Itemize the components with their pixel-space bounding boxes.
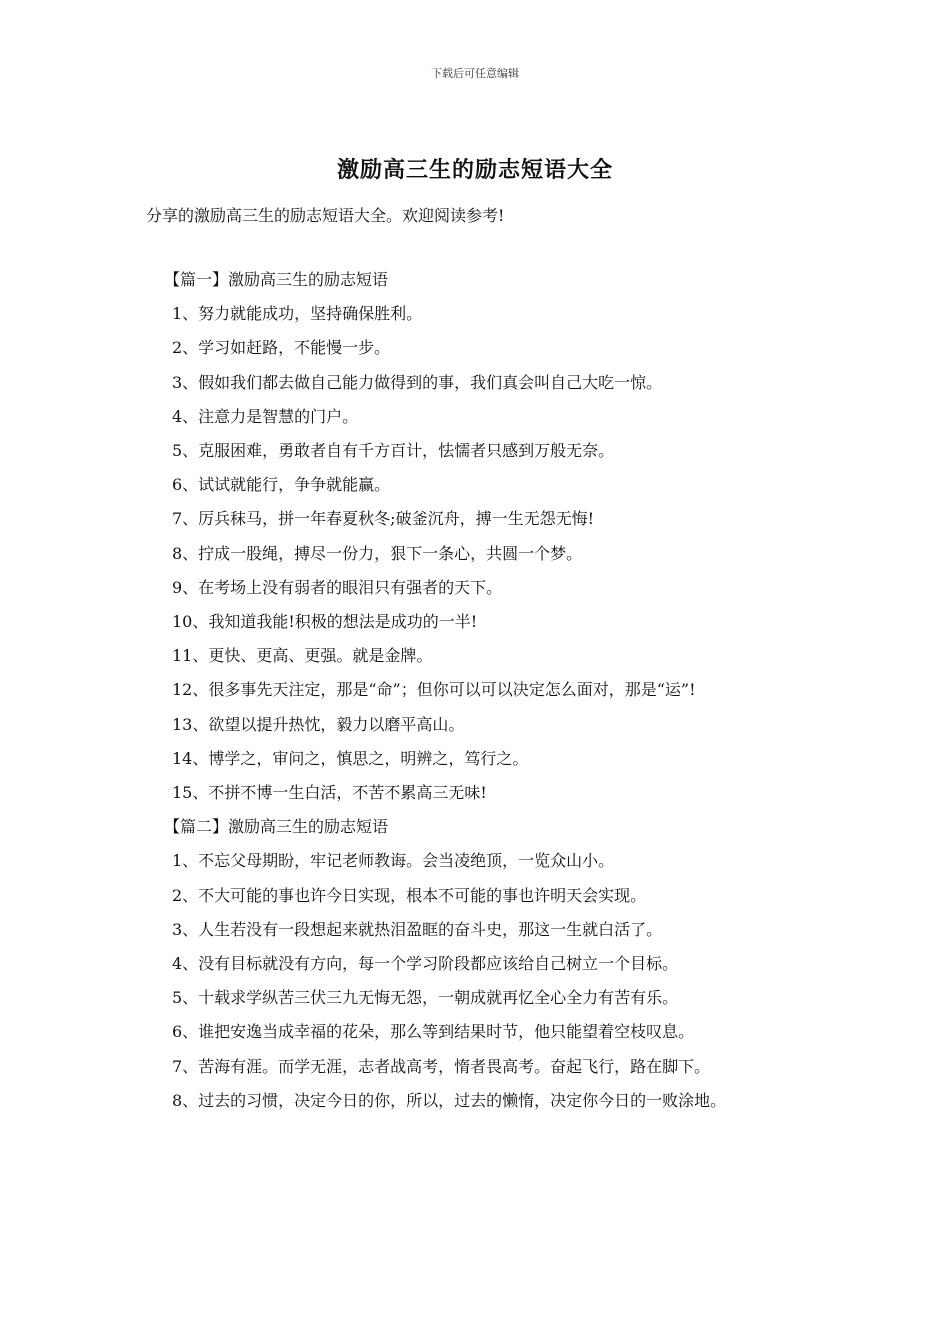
list-item: 6、谁把安逸当成幸福的花朵，那么等到结果时节，他只能望着空枝叹息。 [172,1022,695,1042]
list-item: 3、人生若没有一段想起来就热泪盈眶的奋斗史，那这一生就白活了。 [172,919,663,939]
list-item: 2、不大可能的事也许今日实现，根本不可能的事也许明天会实现。 [172,885,647,905]
list-item: 5、十载求学纵苦三伏三九无悔无怨，一朝成就再忆全心全力有苦有乐。 [172,988,679,1008]
list-item: 13、欲望以提升热忱，毅力以磨平高山。 [172,714,465,734]
list-item: 11、更快、更高、更强。就是金牌。 [172,646,433,666]
list-item: 5、克服困难，勇敢者自有千方百计，怯懦者只感到万般无奈。 [172,441,615,461]
list-item: 6、试试就能行，争争就能赢。 [172,475,391,495]
list-item: 3、假如我们都去做自己能力做得到的事，我们真会叫自己大吃一惊。 [172,372,663,392]
list-item: 4、没有目标就没有方向，每一个学习阶段都应该给自己树立一个目标。 [172,954,679,974]
list-item: 4、注意力是智慧的门户。 [172,406,359,426]
list-item: 15、不拼不博一生白活，不苦不累高三无味! [172,783,487,803]
list-item: 2、学习如赶路，不能慢一步。 [172,338,391,358]
list-item: 8、拧成一股绳，搏尽一份力，狠下一条心，共圆一个梦。 [172,543,583,563]
list-item: 10、我知道我能!积极的想法是成功的一半! [172,612,478,632]
list-item: 1、努力就能成功，坚持确保胜利。 [172,304,423,324]
list-item: 7、厉兵秣马，拼一年春夏秋冬;破釜沉舟，搏一生无怨无悔! [172,509,595,529]
list-item: 8、过去的习惯，决定今日的你，所以，过去的懒惰，决定你今日的一败涂地。 [172,1090,727,1110]
document-body [146,263,810,1118]
list-item: 14、博学之，审问之，慎思之，明辨之，笃行之。 [172,748,529,768]
document-title: 激励高三生的励志短语大全 [336,158,613,183]
list-item: 1、不忘父母期盼，牢记老师教诲。会当凌绝顶，一览众山小。 [172,851,615,871]
list-item: 12、很多事先天注定，那是“命”；但你可以可以决定怎么面对，那是“运”! [172,680,696,700]
section-heading: 【篇二】激励高三生的励志短语 [164,817,389,837]
list-item: 9、在考场上没有弱者的眼泪只有强者的天下。 [172,577,503,597]
page-header-note: 下载后可任意编辑 [431,67,519,80]
section-heading: 【篇一】激励高三生的励志短语 [164,270,389,289]
intro-paragraph: 分享的激励高三生的励志短语大全。欢迎阅读参考! [146,206,505,225]
list-item: 7、苦海有涯。而学无涯，志者战高考，惰者畏高考。奋起飞行，路在脚下。 [172,1056,711,1076]
